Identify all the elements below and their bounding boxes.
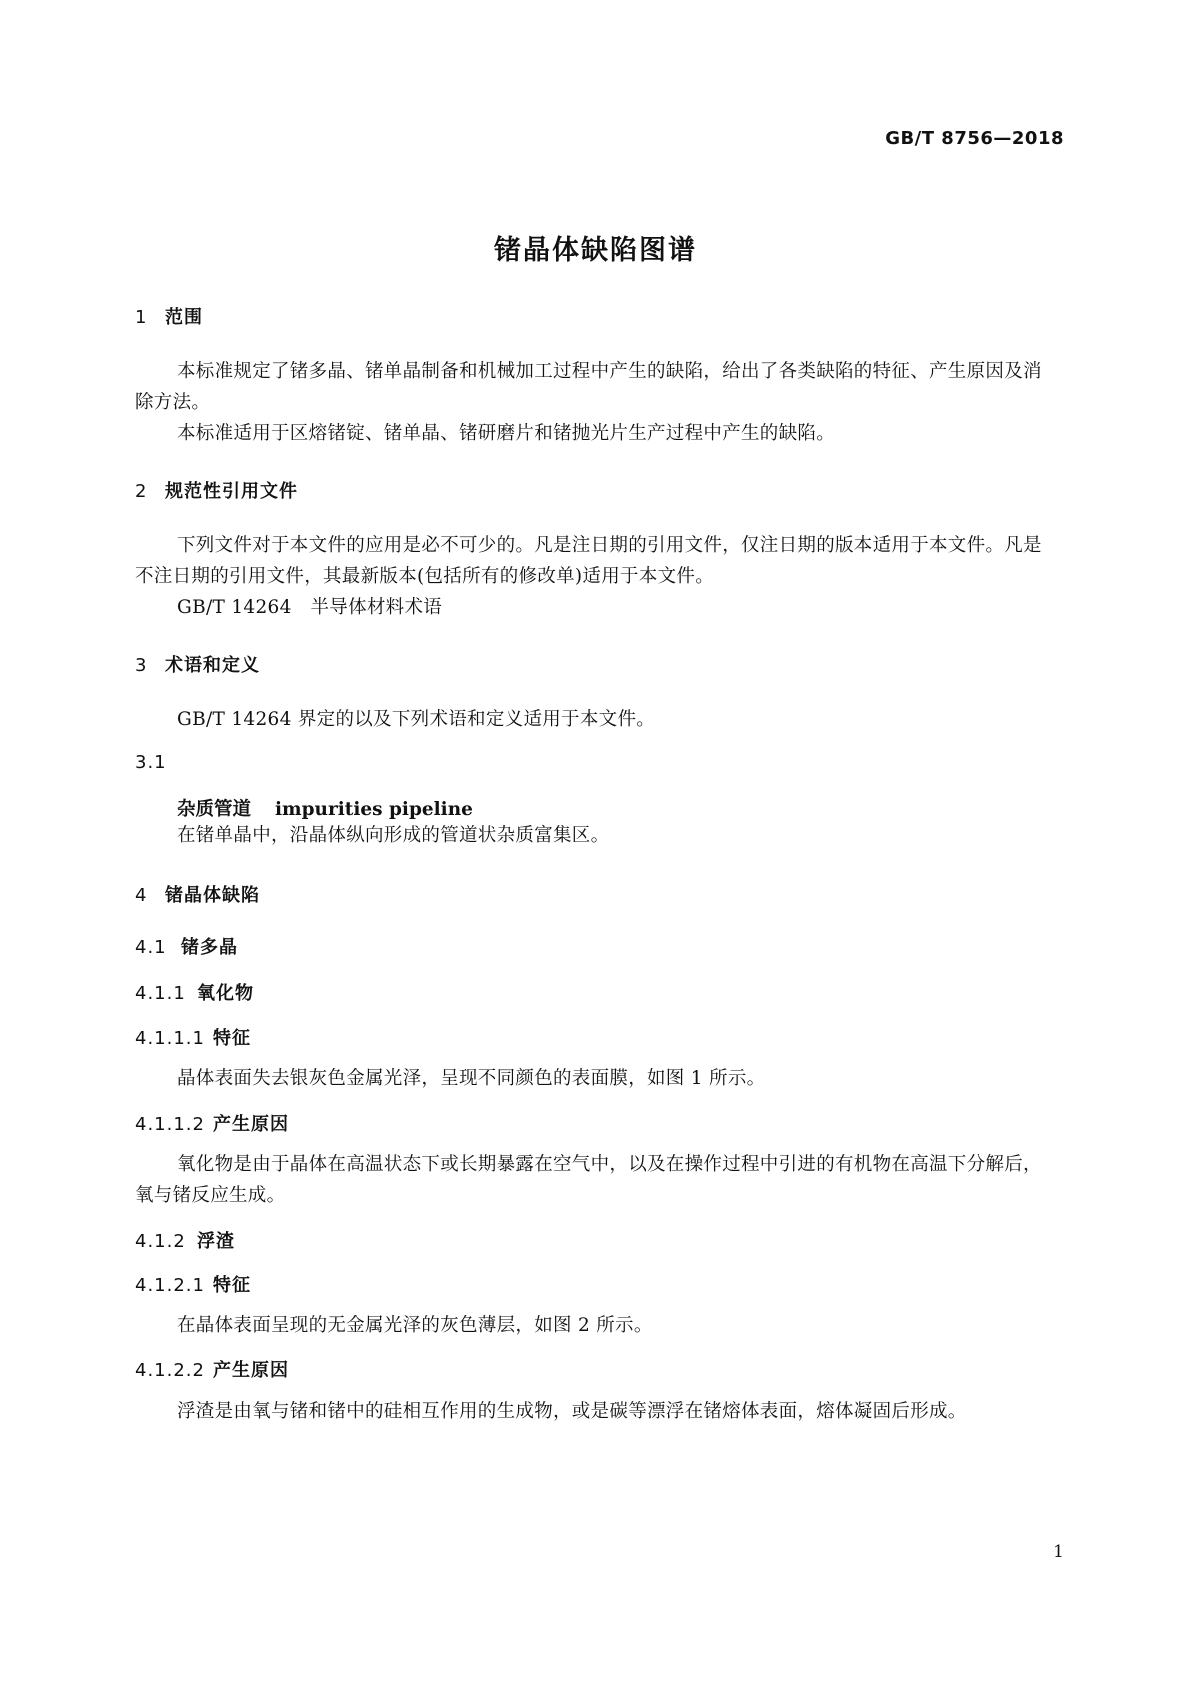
section-number: 3 xyxy=(135,655,148,676)
section-heading-4 xyxy=(135,881,260,907)
section-title: 锗晶体缺陷 xyxy=(165,885,260,906)
section-number: 4.1.1.2 xyxy=(135,1114,205,1135)
section-number: 3.1 xyxy=(135,752,167,773)
section-heading-2 xyxy=(135,477,298,503)
paragraph: 在晶体表面呈现的无金属光泽的灰色薄层，如图 2 所示。 xyxy=(177,1315,653,1336)
paragraph: 氧化物是由于晶体在高温状态下或长期暴露在空气中，以及在操作过程中引进的有机物在高温下分解后，氧与锗反应生成。 xyxy=(135,1154,1042,1206)
section-number: 4.1.2.1 xyxy=(135,1275,205,1296)
section-number: 4.1 xyxy=(135,937,167,958)
section-title: 特征 xyxy=(213,1275,251,1296)
section-title: 范围 xyxy=(165,307,203,328)
paragraph: 本标准规定了锗多晶、锗单晶制备和机械加工过程中产生的缺陷，给出了各类缺陷的特征、产生原因及消除方法。 xyxy=(135,361,1042,413)
page-number: 1 xyxy=(1053,1542,1064,1562)
section-heading-4-1-1-1 xyxy=(135,1024,251,1050)
section-title: 特征 xyxy=(213,1028,251,1049)
section-heading-3 xyxy=(135,651,260,677)
section-heading-4-1-1 xyxy=(135,979,254,1005)
section-number: 4.1.1.1 xyxy=(135,1028,205,1049)
section-heading-4-1 xyxy=(135,933,238,959)
section-number: 4.1.2.2 xyxy=(135,1360,205,1381)
section-title: 规范性引用文件 xyxy=(165,481,298,502)
section-number: 4.1.2 xyxy=(135,1231,186,1252)
term-english: impurities pipeline xyxy=(275,799,473,820)
paragraph: GB/T 14264 界定的以及下列术语和定义适用于本文件。 xyxy=(177,709,656,730)
section-number: 1 xyxy=(135,307,148,328)
term-entry xyxy=(177,795,473,821)
paragraph: 晶体表面失去银灰色金属光泽，呈现不同颜色的表面膜，如图 1 所示。 xyxy=(177,1068,766,1089)
section-title: 产生原因 xyxy=(213,1360,289,1381)
term-chinese: 杂质管道 xyxy=(177,799,252,820)
section-number: 4.1.1 xyxy=(135,983,186,1004)
section-heading-4-1-2 xyxy=(135,1227,235,1253)
document-title: 锗晶体缺陷图谱 xyxy=(494,235,697,266)
section-number: 2 xyxy=(135,481,148,502)
section-title: 术语和定义 xyxy=(165,655,260,676)
paragraph: 浮渣是由氧与锗和锗中的硅相互作用的生成物，或是碳等漂浮在锗熔体表面，熔体凝固后形成。 xyxy=(177,1401,967,1422)
term-number xyxy=(135,752,167,773)
section-number: 4 xyxy=(135,885,148,906)
standard-code: GB/T 8756—2018 xyxy=(885,128,1064,149)
section-title: 氧化物 xyxy=(197,983,254,1004)
section-title: 锗多晶 xyxy=(181,937,238,958)
section-heading-4-1-1-2 xyxy=(135,1110,289,1136)
term-definition: 在锗单晶中，沿晶体纵向形成的管道状杂质富集区。 xyxy=(177,825,610,846)
paragraph: 本标准适用于区熔锗锭、锗单晶、锗研磨片和锗抛光片生产过程中产生的缺陷。 xyxy=(177,423,836,444)
normative-reference: GB/T 14264 半导体材料术语 xyxy=(177,597,443,618)
section-title: 产生原因 xyxy=(213,1114,289,1135)
section-heading-4-1-2-2 xyxy=(135,1356,289,1382)
section-heading-4-1-2-1 xyxy=(135,1271,251,1297)
section-heading-1 xyxy=(135,303,203,329)
paragraph: 下列文件对于本文件的应用是必不可少的。凡是注日期的引用文件，仅注日期的版本适用于本文件。凡是不注日期的引用文件，其最新版本(包括所有的修改单)适用于本文件。 xyxy=(135,535,1042,587)
section-title: 浮渣 xyxy=(197,1231,235,1252)
